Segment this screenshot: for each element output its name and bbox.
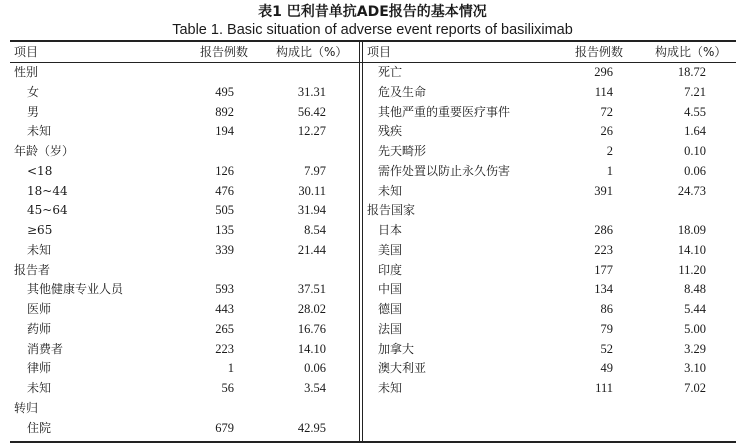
count-cell: 443 [215,302,234,316]
ratio-cell: 8.54 [304,223,326,237]
row-label: 45~64 [27,203,68,218]
count-cell: 86 [600,302,613,316]
ratio-cell: 0.10 [684,144,706,158]
table-row [0,339,745,359]
ratio-cell: 14.10 [677,242,706,257]
count-cell: 111 [595,381,613,395]
row-label: 男 [27,104,40,119]
table-row [0,260,745,280]
table-row [0,62,745,82]
ratio-cell: 16.76 [297,321,326,336]
ratio-cell: 1.64 [684,124,706,139]
count-cell: 79 [600,321,613,336]
table-row [0,319,745,339]
table-row [0,279,745,299]
ratio-cell: 31.94 [297,203,326,218]
row-label: 未知 [27,242,52,257]
table-title-en: Table 1. Basic situation of adverse event reports of basiliximab [172,22,573,38]
ratio-cell: 7.97 [304,163,326,178]
count-cell: 593 [215,282,234,297]
count-cell: 296 [594,65,613,79]
ratio-cell: 3.54 [304,381,326,395]
left-header-count: 报告例数 [200,45,249,59]
ratio-cell: 3.10 [684,361,706,376]
count-cell: 679 [215,420,234,435]
row-label: 未知 [27,124,52,139]
ratio-cell: 0.06 [304,361,326,376]
row-label: 日本 [378,223,403,237]
ratio-cell: 21.44 [297,242,326,257]
row-label: 未知 [378,183,403,198]
count-cell: 49 [600,361,613,376]
ratio-cell: 8.48 [684,282,706,297]
row-label: 其他严重的重要医疗事件 [378,104,511,119]
row-label: 先天畸形 [378,144,427,158]
ratio-cell: 0.06 [684,163,706,178]
count-cell: 265 [215,321,234,336]
left-header-ratio: 构成比（%） [276,45,348,59]
count-cell: 26 [600,124,613,139]
table-row [0,82,745,102]
ratio-cell: 4.55 [684,104,706,119]
group-label: 报告者 [14,262,51,277]
table-row [0,299,745,319]
row-label: <18 [27,163,53,178]
row-label: 法国 [378,321,403,336]
count-cell: 495 [215,84,234,99]
count-cell: 1 [227,361,234,376]
group-label: 年龄（岁） [14,144,75,158]
row-label: 加拿大 [378,341,415,356]
count-cell: 72 [600,104,613,119]
ratio-cell: 42.95 [297,420,326,435]
table-row [0,200,745,220]
count-cell: 126 [215,163,234,178]
count-cell: 391 [594,183,613,198]
table-row [0,102,745,122]
table-row [0,141,745,161]
ratio-cell: 5.44 [684,302,706,316]
bottom-rule [10,441,736,443]
ratio-cell: 30.11 [298,183,326,198]
table-row [0,161,745,181]
ratio-cell: 7.02 [684,381,706,395]
ratio-cell: 18.09 [677,223,706,237]
ratio-cell: 24.73 [677,183,706,198]
ratio-cell: 7.21 [684,84,706,99]
count-cell: 177 [594,262,613,277]
count-cell: 56 [221,381,234,395]
count-cell: 892 [215,104,234,119]
table-row [0,378,745,398]
table-row [0,398,745,418]
right-header-ratio: 构成比（%） [655,45,727,59]
table-row [0,240,745,260]
row-label: 需作处置以防止永久伤害 [378,163,511,178]
row-label: 未知 [27,381,52,395]
count-cell: 1 [606,163,613,178]
ratio-cell: 14.10 [297,341,326,356]
table-row [0,418,745,438]
left-header-item: 项目 [14,45,39,59]
ratio-cell: 56.42 [297,104,326,119]
row-label: ≥65 [27,223,53,237]
count-cell: 339 [215,242,234,257]
count-cell: 223 [215,341,234,356]
row-label: 印度 [378,262,403,277]
ratio-cell: 5.00 [684,321,706,336]
row-label: 死亡 [378,65,403,79]
row-label: 未知 [378,381,403,395]
count-cell: 52 [600,341,613,356]
table-title-cn: 表1 巴利昔单抗ADE报告的基本情况 [258,4,487,20]
count-cell: 135 [215,223,234,237]
row-label: 中国 [378,282,403,297]
row-label: 其他健康专业人员 [27,282,124,297]
ratio-cell: 3.29 [684,341,706,356]
right-header-count: 报告例数 [575,45,624,59]
count-cell: 134 [594,282,613,297]
table-row [0,358,745,378]
count-cell: 114 [594,84,613,99]
count-cell: 223 [594,242,613,257]
ratio-cell: 11.20 [678,262,706,277]
count-cell: 286 [594,223,613,237]
row-label: 危及生命 [378,84,427,99]
group-label: 性别 [14,65,39,79]
row-label: 澳大利亚 [378,361,427,376]
row-label: 德国 [378,302,403,316]
ratio-cell: 28.02 [297,302,326,316]
row-label: 美国 [378,242,403,257]
row-label: 女 [27,84,40,99]
ratio-cell: 37.51 [297,282,326,297]
row-label: 残疾 [378,124,403,139]
top-rule [10,40,736,42]
count-cell: 505 [215,203,234,218]
row-label: 消费者 [27,341,64,356]
ratio-cell: 18.72 [677,65,706,79]
row-label: 18~44 [27,183,68,198]
row-label: 药师 [27,321,52,336]
row-label: 医师 [27,302,52,316]
table-row [0,121,745,141]
ratio-cell: 12.27 [297,124,326,139]
row-label: 律师 [27,361,52,376]
right-header-item: 项目 [367,45,392,59]
count-cell: 194 [215,124,234,139]
row-label: 住院 [27,420,52,435]
ratio-cell: 31.31 [297,84,326,99]
table-row [0,220,745,240]
count-cell: 2 [606,144,613,158]
group-label: 报告国家 [367,203,416,218]
table-row [0,181,745,201]
group-label: 转归 [14,400,39,415]
count-cell: 476 [215,183,234,198]
